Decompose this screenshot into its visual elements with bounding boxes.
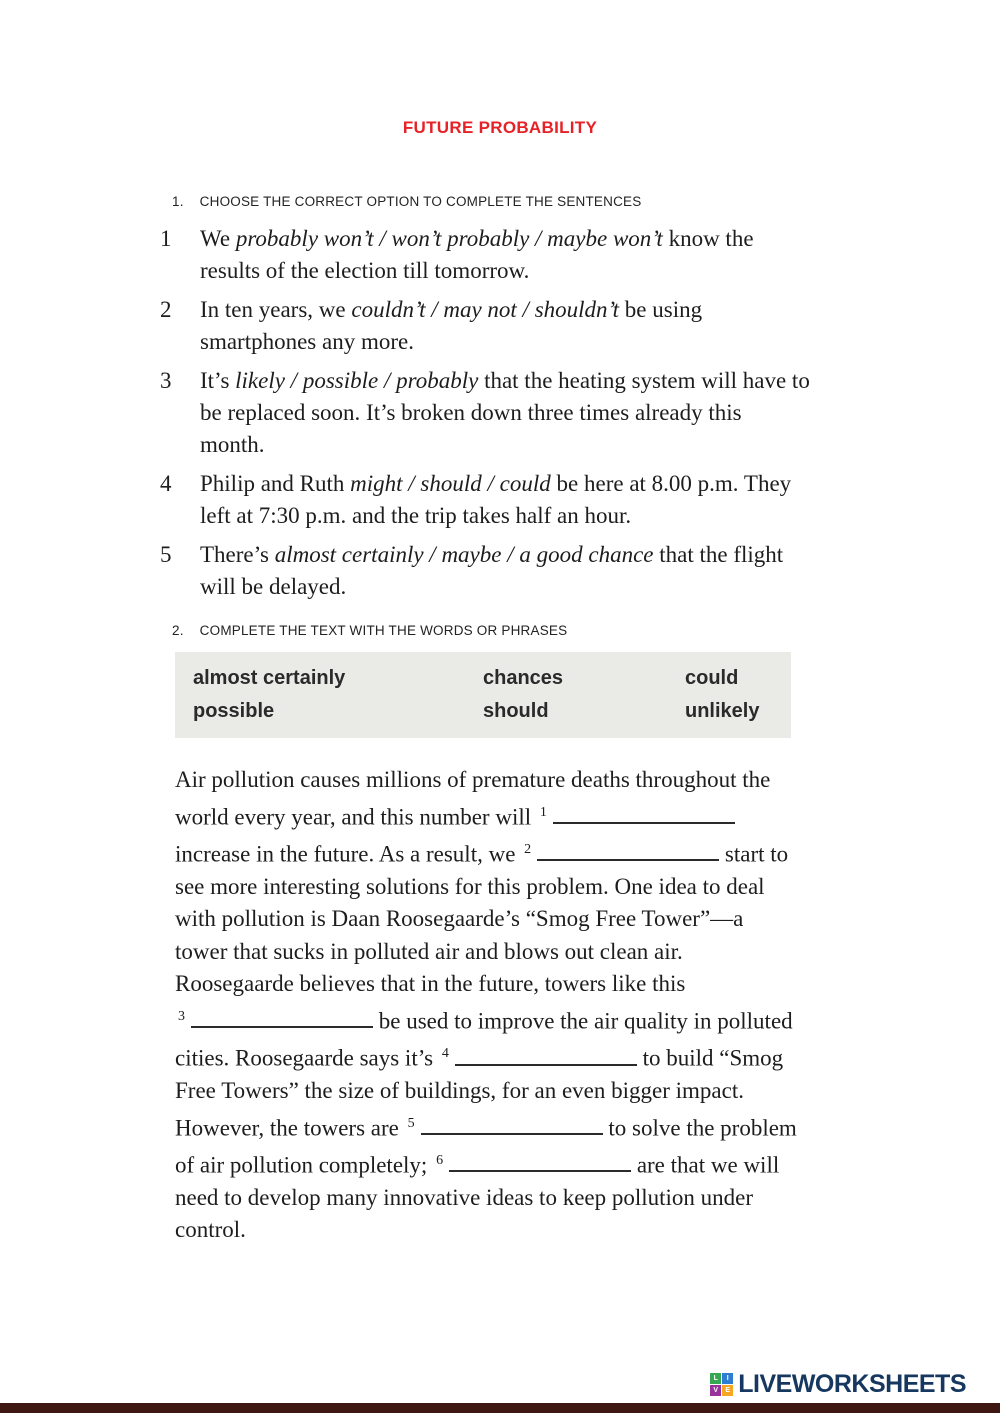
item-number: 2 [160,297,172,322]
item-number: 5 [160,542,172,567]
item-text [200,539,810,603]
word-bank-item: chances [483,667,564,689]
item-text-pre: In ten years, we [200,297,352,322]
blank-line[interactable] [421,1112,603,1135]
passage-segment: increase in the future. As a result, we [175,841,522,867]
exercise1-items [160,223,810,603]
passage-segment: to solve the problem of air pollution completely; [175,1115,797,1178]
item-text-pre: Philip and Ruth [200,471,351,496]
liveworksheets-logo-icon [710,1373,733,1396]
logo-tile: V [710,1385,721,1396]
blank-6[interactable] [433,1152,631,1177]
blank-number: 4 [441,1045,449,1061]
item-text-post: be using smartphones any more. [200,297,703,354]
blank-line[interactable] [455,1043,637,1066]
blank-5[interactable] [405,1115,603,1140]
blank-number: 2 [524,841,532,857]
item-text-pre: It’s [200,368,236,393]
page-title: FUTURE PROBABILITY [402,118,598,137]
item-text [200,223,810,287]
passage-segment: be used to improve the air quality in polluted cities. Roosegaarde says it’s [175,1008,793,1071]
blank-3[interactable] [175,1008,373,1033]
word-bank-item: could [685,667,739,689]
item-text [200,365,810,461]
exercise1-instruction: CHOOSE THE CORRECT OPTION TO COMPLETE THE SENTENCES [199,194,642,209]
item-text-post: know the results of the election till tomorrow. [200,226,754,283]
item-text-pre: We [200,226,236,251]
logo-tile: L [710,1373,721,1384]
blank-line[interactable] [537,838,719,861]
item-options[interactable]: probably won’t / won’t probably / maybe won’t [235,226,663,251]
exercise2-instruction: COMPLETE THE TEXT WITH THE WORDS OR PHRASES [199,623,568,638]
item-options[interactable]: might / should / could [350,471,551,496]
blank-number: 1 [539,804,547,820]
exercise2-number: 2. [172,623,184,638]
liveworksheets-footer[interactable] [710,1370,966,1399]
item-number: 3 [160,368,172,393]
item-text-post: be here at 8.00 p.m. They left at 7:30 p.m. and the trip takes half an hour. [200,471,792,528]
list-item [160,294,810,358]
passage-segment: are that we will need to develop many innovative ideas to keep pollution under control. [175,1152,780,1243]
blank-number: 6 [436,1152,444,1168]
brand-name: LIVEWORKSHEETS [738,1370,966,1398]
logo-tile: E [722,1385,733,1396]
passage-segment: Air pollution causes millions of premature deaths throughout the world every year, and this number will [175,767,771,830]
item-number: 4 [160,471,172,496]
blank-line[interactable] [553,801,735,824]
item-number: 1 [160,226,172,251]
item-options[interactable]: almost certainly / maybe / a good chance [274,542,654,567]
blank-line[interactable] [449,1149,631,1172]
passage-segment: to build “Smog Free Towers” the size of buildings, for an even bigger impact. However, the towers are [175,1045,784,1141]
item-options[interactable]: likely / possible / probably [235,368,479,393]
word-bank-item: possible [193,700,275,722]
item-text-post: that the heating system will have to be replaced soon. It’s broken down three times already this month. [200,368,810,457]
blank-2[interactable] [521,841,719,866]
word-bank [175,652,791,738]
word-bank-item: almost certainly [193,667,346,689]
exercise2-header [172,623,1000,638]
item-text-post: that the flight will be delayed. [200,542,784,599]
item-text [200,294,810,358]
list-item [160,468,810,532]
exercise1-number: 1. [172,194,184,209]
blank-number: 3 [178,1008,185,1024]
blank-4[interactable] [439,1046,637,1071]
item-text [200,468,810,532]
item-text-pre: There’s [200,542,275,567]
logo-tile: I [722,1373,733,1384]
passage-text [175,764,797,1247]
bottom-bar [0,1403,1000,1413]
blank-number: 5 [407,1115,415,1131]
list-item [160,539,810,603]
word-bank-item: should [483,700,549,722]
word-bank-item: unlikely [685,700,760,722]
passage-segment: start to see more interesting solutions for this problem. One idea to deal with pollution is Daan Roosegaarde’s “Smog Free Tower”—a tower that sucks in polluted air and blows out clean air. Roosegaarde believes that in the future, towers like this [175,841,789,997]
list-item [160,223,810,287]
blank-line[interactable] [191,1005,373,1028]
item-options[interactable]: couldn’t / may not / shouldn’t [351,297,620,322]
exercise1-header [172,194,1000,209]
blank-1[interactable] [537,804,735,829]
list-item [160,365,810,461]
